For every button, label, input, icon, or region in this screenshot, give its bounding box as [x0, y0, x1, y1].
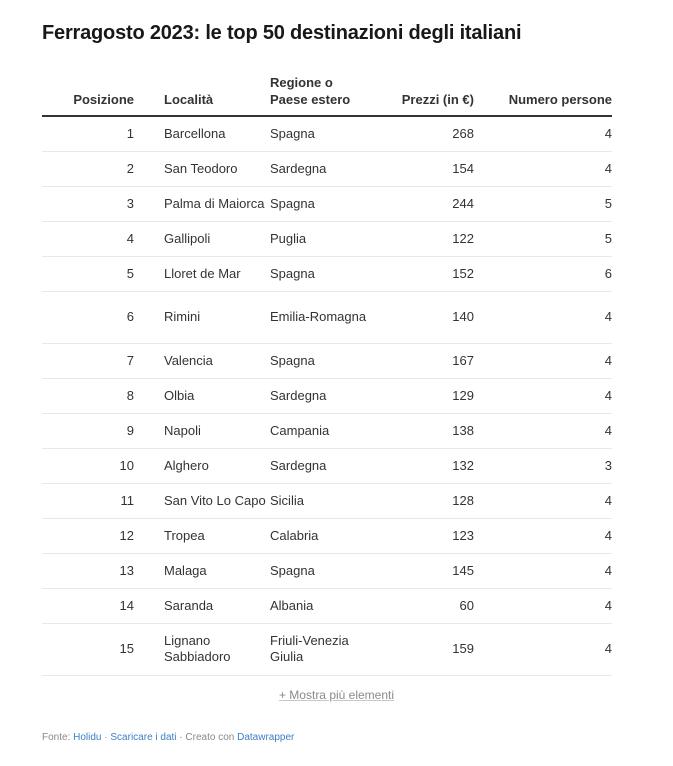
cell-prezzo: 244 [370, 186, 504, 221]
cell-posizione: 2 [42, 151, 137, 186]
cell-numero-persone: 4 [504, 343, 612, 378]
header-prezzi[interactable]: Prezzi (in €) [370, 72, 504, 116]
cell-posizione: 13 [42, 553, 137, 588]
cell-regione: Albania [270, 588, 370, 623]
header-regione[interactable]: Regione o Paese estero [270, 72, 370, 116]
cell-regione: Sardegna [270, 151, 370, 186]
cell-posizione: 14 [42, 588, 137, 623]
footer [42, 732, 294, 743]
cell-localita: Valencia [137, 343, 270, 378]
cell-regione: Sicilia [270, 483, 370, 518]
cell-posizione: 6 [42, 291, 137, 343]
table-row [42, 623, 612, 675]
cell-prezzo: 132 [370, 448, 504, 483]
table-row [42, 256, 612, 291]
table-row [42, 151, 612, 186]
cell-regione: Spagna [270, 256, 370, 291]
cell-prezzo: 154 [370, 151, 504, 186]
cell-localita: Tropea [137, 518, 270, 553]
cell-numero-persone: 4 [504, 378, 612, 413]
header-localita[interactable]: Località [137, 72, 270, 116]
cell-numero-persone: 4 [504, 553, 612, 588]
cell-numero-persone: 4 [504, 483, 612, 518]
cell-numero-persone: 4 [504, 588, 612, 623]
cell-prezzo: 140 [370, 291, 504, 343]
table-row [42, 378, 612, 413]
cell-regione: Sardegna [270, 448, 370, 483]
cell-posizione: 1 [42, 116, 137, 151]
cell-numero-persone: 4 [504, 116, 612, 151]
cell-numero-persone: 4 [504, 413, 612, 448]
source-link[interactable]: Holidu [73, 732, 102, 743]
cell-localita: Lloret de Mar [137, 256, 270, 291]
table-row [42, 483, 612, 518]
cell-numero-persone: 6 [504, 256, 612, 291]
cell-prezzo: 122 [370, 221, 504, 256]
show-more-button[interactable]: + Mostra più elementi [278, 688, 395, 702]
cell-numero-persone: 4 [504, 291, 612, 343]
cell-localita: San Vito Lo Capo [137, 483, 270, 518]
header-numero-persone[interactable]: Numero persone [504, 72, 612, 116]
cell-numero-persone: 4 [504, 151, 612, 186]
cell-posizione: 4 [42, 221, 137, 256]
datawrapper-link[interactable]: Datawrapper [237, 732, 295, 743]
cell-localita: San Teodoro [137, 151, 270, 186]
cell-regione: Emilia-Romagna [270, 291, 370, 343]
table-header-row [42, 72, 612, 116]
cell-localita: Saranda [137, 588, 270, 623]
cell-posizione: 10 [42, 448, 137, 483]
cell-localita: Rimini [137, 291, 270, 343]
cell-numero-persone: 3 [504, 448, 612, 483]
table-row [42, 413, 612, 448]
cell-prezzo: 60 [370, 588, 504, 623]
table-row [42, 116, 612, 151]
cell-prezzo: 268 [370, 116, 504, 151]
cell-prezzo: 123 [370, 518, 504, 553]
table-body [42, 116, 612, 675]
footer-created-with: · Creato con [176, 732, 238, 743]
cell-posizione: 8 [42, 378, 137, 413]
cell-numero-persone: 5 [504, 186, 612, 221]
footer-source-label: Fonte: [42, 732, 74, 743]
table-row [42, 186, 612, 221]
cell-localita: Barcellona [137, 116, 270, 151]
table-row [42, 588, 612, 623]
download-data-link[interactable]: Scaricare i dati [110, 732, 177, 743]
cell-regione: Spagna [270, 186, 370, 221]
cell-prezzo: 129 [370, 378, 504, 413]
cell-prezzo: 159 [370, 623, 504, 675]
destinations-table [42, 72, 612, 676]
cell-regione: Spagna [270, 553, 370, 588]
cell-posizione: 5 [42, 256, 137, 291]
table-row [42, 343, 612, 378]
cell-posizione: 12 [42, 518, 137, 553]
cell-localita: Olbia [137, 378, 270, 413]
table-row [42, 448, 612, 483]
cell-prezzo: 167 [370, 343, 504, 378]
cell-regione: Calabria [270, 518, 370, 553]
footer-separator: · [101, 732, 111, 743]
table-row [42, 221, 612, 256]
cell-localita: Napoli [137, 413, 270, 448]
cell-regione: Puglia [270, 221, 370, 256]
cell-localita: Gallipoli [137, 221, 270, 256]
cell-posizione: 9 [42, 413, 137, 448]
cell-posizione: 3 [42, 186, 137, 221]
cell-regione: Spagna [270, 116, 370, 151]
cell-posizione: 11 [42, 483, 137, 518]
cell-regione: Friuli-Venezia Giulia [270, 623, 370, 675]
header-posizione[interactable]: Posizione [42, 72, 137, 116]
cell-prezzo: 138 [370, 413, 504, 448]
cell-regione: Spagna [270, 343, 370, 378]
cell-localita: Malaga [137, 553, 270, 588]
cell-localita: Lignano Sabbiadoro [137, 623, 270, 675]
cell-numero-persone: 5 [504, 221, 612, 256]
cell-numero-persone: 4 [504, 518, 612, 553]
cell-localita: Alghero [137, 448, 270, 483]
cell-prezzo: 145 [370, 553, 504, 588]
cell-regione: Campania [270, 413, 370, 448]
cell-posizione: 15 [42, 623, 137, 675]
cell-prezzo: 128 [370, 483, 504, 518]
cell-prezzo: 152 [370, 256, 504, 291]
cell-posizione: 7 [42, 343, 137, 378]
table-row [42, 553, 612, 588]
cell-numero-persone: 4 [504, 623, 612, 675]
cell-regione: Sardegna [270, 378, 370, 413]
table-row [42, 291, 612, 343]
chart-title: Ferragosto 2023: le top 50 destinazioni degli italiani [42, 22, 522, 44]
cell-localita: Palma di Maiorca [137, 186, 270, 221]
table-row [42, 518, 612, 553]
